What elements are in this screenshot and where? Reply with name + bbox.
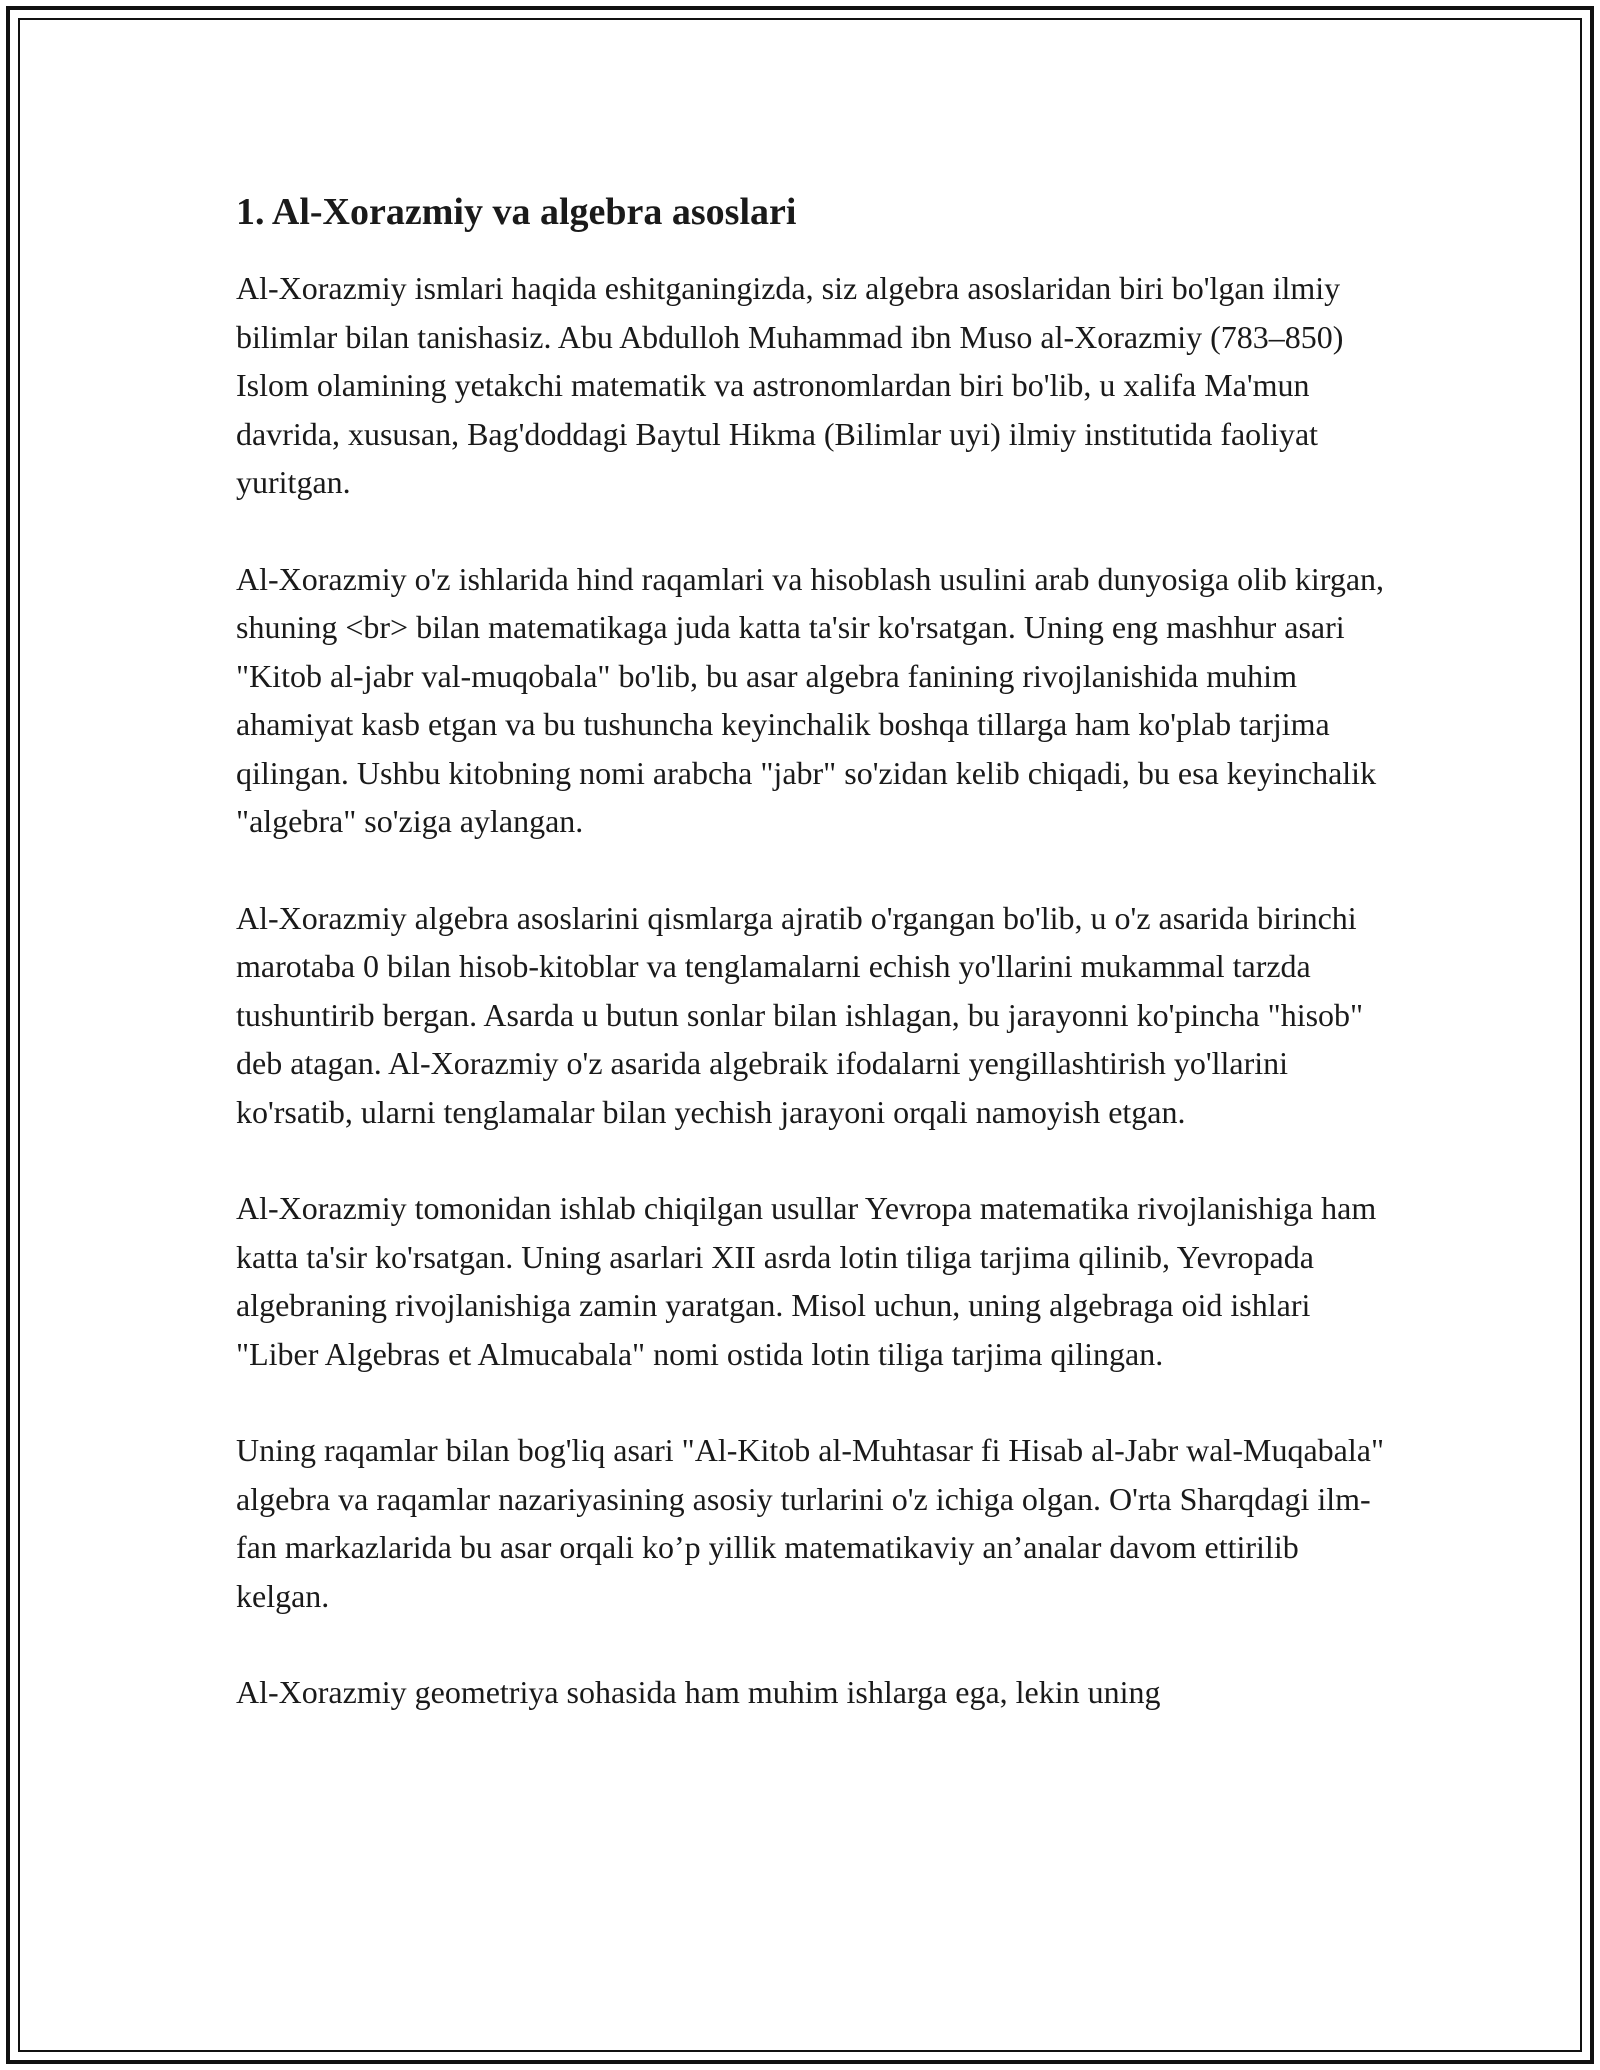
section-heading: 1. Al-Xorazmiy va algebra asoslari — [236, 191, 797, 233]
paragraph-intro: Al-Xorazmiy ismlari haqida eshitganingizda, siz algebra asoslaridan biri bo'lgan ilmiy bilimlar bilan tanishasiz. Abu Abdulloh Muhammad ibn Muso al-Xorazmiy (783–850) Islom olamining yetakchi matematik va astronomlardan biri bo'lib, u xalifa Ma'mun davrida, xususan, Bag'doddagi Baytul Hikma (Bilimlar uyi) ilmiy institutida faoliyat yuritgan. — [236, 270, 1344, 500]
paragraph-algebra-foundations: Al-Xorazmiy algebra asoslarini qismlarga ajratib o'rgangan bo'lib, u o'z asarida birinchi marotaba 0 bilan hisob-kitoblar va tenglamalarni echish yo'llarini mukammal tarzda tushuntirib bergan. Asarda u butun sonlar bilan ishlagan, bu jarayonni ko'pincha "hisob" deb atagan. Al-Xorazmiy o'z asarida algebraik ifodalarni yengillashtirish yo'llarini ko'rsatib, ularni tenglamalar bilan yechish jarayoni orqali namoyish etgan. — [236, 899, 1364, 1130]
paragraph-hindu-numerals: Al-Xorazmiy o'z ishlarida hind raqamlari va hisoblash usulini arab dunyosiga olib kirgan, shuning <br> bilan matematikaga juda katta ta'sir ko'rsatgan. Uning eng mashhur asari "Kitob al-jabr val-muqobala" bo'lib, bu asar algebra fanining rivojlanishida muhim ahamiyat kasb etgan va bu tushuncha keyinchalik boshqa tillarga ham ko'plab tarjima qilingan. Ushbu kitobning nomi arabcha "jabr" so'zidan kelib chiqadi, bu esa keyinchalik "algebra" so'ziga aylangan. — [236, 560, 1385, 839]
paragraph-europe-influence: Al-Xorazmiy tomonidan ishlab chiqilgan usullar Yevropa matematika rivojlanishiga ham katta ta'sir ko'rsatgan. Uning asarlari XII asrda lotin tiliga tarjima qilinib, Yevropada algebraning rivojlanishiga zamin yaratgan. Misol uchun, uning algebraga oid ishlari "Liber Algebras et Almucabala" nomi ostida lotin tiliga tarjima qilingan. — [236, 1190, 1377, 1372]
paragraph-geometry: Al-Xorazmiy geometriya sohasida ham muhim ishlarga ega, lekin uning — [236, 1674, 1161, 1710]
document-body — [236, 186, 1386, 1765]
paragraph-number-theory: Uning raqamlar bilan bog'liq asari "Al-Kitob al-Muhtasar fi Hisab al-Jabr wal-Muqabala" algebra va raqamlar nazariyasining asosiy turlarini o'z ichiga olgan. O'rta Sharqdagi ilm-fan markazlarida bu asar orqali ko’p yillik matematikaviy an’analar davom ettirilib kelgan. — [236, 1432, 1384, 1614]
